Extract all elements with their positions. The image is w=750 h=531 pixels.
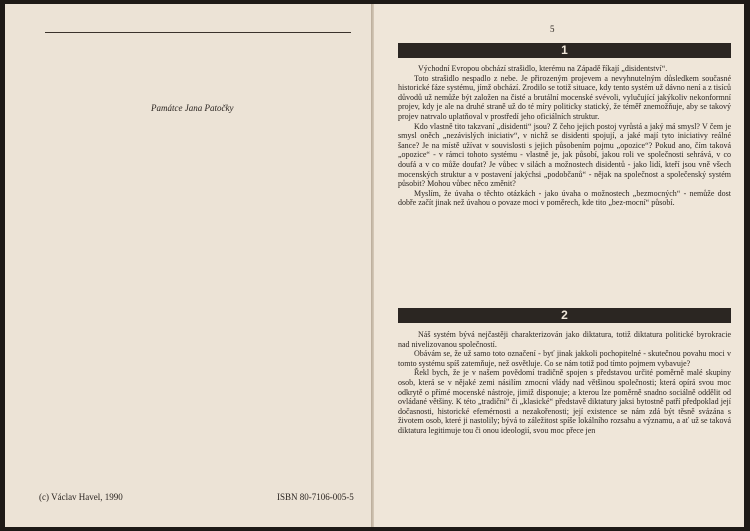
top-rule [45, 32, 351, 33]
right-page [374, 4, 744, 527]
dedication: Památce Jana Patočky [151, 103, 234, 113]
page-number: 5 [550, 24, 555, 34]
chapter-1-heading: 1 [398, 43, 731, 58]
paragraph: Řekl bych, že je v našem povědomí tradičně spojen s představou určité poměrně malé skupiny osob, která se v nějaké zemi násilím zmocní vlády nad většinou společnosti; která opírá svou moc odkrytě o přímé mocenské nástroje, jimiž disponuje; a kterou lze poměrně snadno sociálně oddělit od ovládané většiny. K této „tradiční“ či „klasické“ představě diktatury jaksi bytostně patří předpoklad její dočasnosti, historické efemérnosti a nezakořenosti; její existence se nám zdá být těsně svázána s životem osob, které ji nastolily; bývá to záležitost spíše lokálního rozsahu a významu, a ať už se taková diktatura legitimuje tou či onou ideologií, svou moc přece jen [398, 368, 731, 435]
paragraph: Myslím, že úvaha o těchto otázkách - jako úvaha o možnostech „bezmocných“ - nemůže dost dobře začít jinak než úvahou o povaze moci v poměrech, kde tito „bez-mocní“ působí. [398, 188, 731, 208]
paragraph: Kdo vlastně tito takzvaní „disidenti“ jsou? Z čeho jejich postoj vyrůstá a jaký má smysl? V čem je smysl oněch „nezávislých iniciativ“, v nichž se disidenti spojují, a jaké mají tyto iniciativy reálné šance? Je na místě užívat v souvislosti s jejich působením pojmu „opozice“? Pokud ano, čím taková „opozice“ - v rámci tohoto systému - vlastně je, jak působí, jakou roli ve společnosti sehrává, v co doufá a v co může doufat? Je vůbec v silách a možnostech disidentů - jako lidí, kteří jsou vně všech mocenských struktur a v postavení jakýchsi „podobčanů“ - nějak na společnost a společenský systém působit? Mohou vůbec něco změnit? [398, 121, 731, 189]
chapter-2-text [398, 330, 731, 436]
isbn: ISBN 80-7106-005-5 [277, 492, 354, 502]
paragraph: Toto strašidlo nespadlo z nebe. Je přirozeným projevem a nevyhnutelným důsledkem současné historické fáze systému, jímž obchází. Zrodilo se totiž situace, kdy tento systém už dávno není a z tisíců důvodů už nemůže být založen na čisté a brutální mocenské svévoli, vylučující jakýkoliv nekonformní projev, kdy je ale na druhé straně už do té míry politicky statický, že téměř znemožňuje, aby se takový projev natrvalo uplatňoval v prostředí jeho oficiálních struktur. [398, 73, 731, 121]
copyright-notice: (c) Václav Havel, 1990 [39, 492, 123, 502]
chapter-2-heading: 2 [398, 308, 731, 323]
paragraph: Náš systém bývá nejčastěji charakterizován jako diktatura, totiž diktatura politické byrokracie nad nivelizovanou společností. [398, 330, 731, 349]
left-page [5, 4, 372, 527]
paragraph: Obávám se, že už samo toto označení - byť jinak jakkoli pochopitelné - skutečnou povahu moci v tomto systému spíš zatemňuje, než osvětluje. Co se nám totiž pod tímto pojmem vybavuje? [398, 349, 731, 368]
chapter-1-text [398, 64, 731, 208]
paragraph: Východní Evropou obchází strašidlo, kterému na Západě říkají „disidentství“. [418, 64, 668, 73]
